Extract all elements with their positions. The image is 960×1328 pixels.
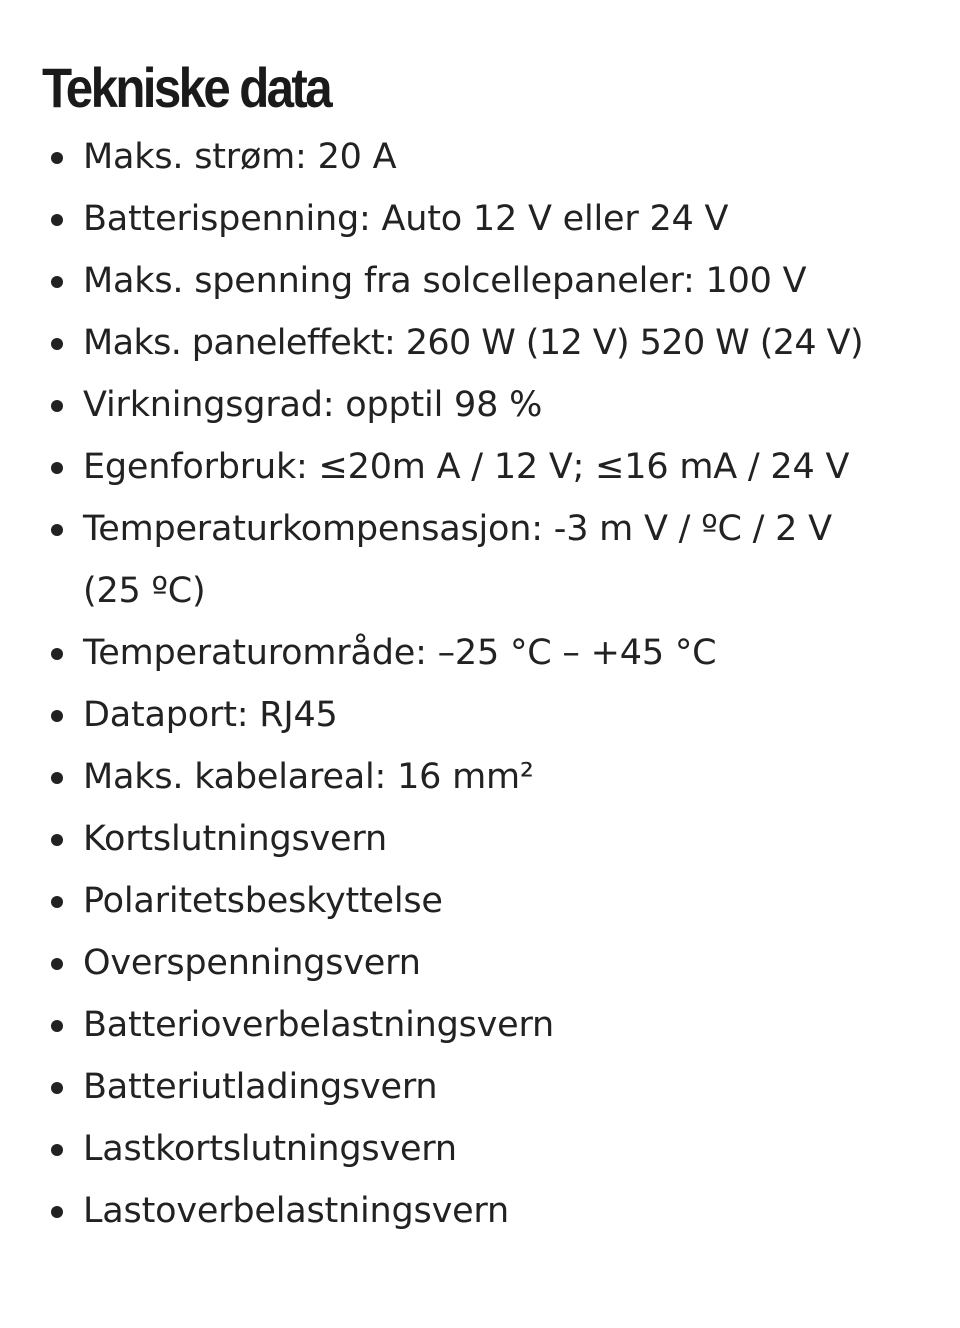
spec-item-max-panel-voltage [42,250,942,312]
bullet-icon [51,896,63,908]
spec-item-load-overload-protection [42,1180,942,1242]
spec-text: Lastoverbelastningsvern [83,1191,509,1231]
spec-item-temperature-range [42,622,942,684]
spec-text: Maks. strøm: 20 A [83,137,397,177]
spec-text: Lastkortslutningsvern [83,1129,457,1169]
spec-item-data-port [42,684,942,746]
bullet-icon [51,648,63,660]
bullet-icon [51,1082,63,1094]
bullet-icon [51,1020,63,1032]
bullet-icon [51,462,63,474]
bullet-icon [51,214,63,226]
spec-text: Maks. spenning fra solcellepaneler: 100 V [83,261,807,301]
spec-text: Egenforbruk: ≤20m A / 12 V; ≤16 mA / 24 V [83,447,850,487]
spec-text: Temperaturkompensasjon: -3 m V / ºC / 2 V (25 ºC) [83,509,832,611]
spec-text: Batterioverbelastningsvern [83,1005,555,1045]
spec-text: Batteriutladingsvern [83,1067,438,1107]
spec-item-battery-voltage [42,188,942,250]
section-heading: Tekniske data [42,56,330,119]
spec-text: Maks. kabelareal: 16 mm² [83,757,534,797]
spec-list [42,126,942,1242]
spec-item-max-cable-area [42,746,942,808]
spec-item-max-current [42,126,942,188]
spec-item-temperature-compensation [42,498,942,622]
spec-item-self-consumption [42,436,942,498]
spec-item-battery-discharge-protection [42,1056,942,1118]
spec-item-battery-overload-protection [42,994,942,1056]
bullet-icon [51,1206,63,1218]
spec-text: Dataport: RJ45 [83,695,338,735]
spec-item-efficiency [42,374,942,436]
spec-item-short-circuit-protection [42,808,942,870]
bullet-icon [51,710,63,722]
spec-text: Batterispenning: Auto 12 V eller 24 V [83,199,729,239]
bullet-icon [51,1144,63,1156]
bullet-icon [51,276,63,288]
spec-item-overvoltage-protection [42,932,942,994]
spec-text: Maks. paneleffekt: 260 W (12 V) 520 W (24 V) [83,323,864,363]
spec-text: Kortslutningsvern [83,819,387,859]
bullet-icon [51,524,63,536]
bullet-icon [51,772,63,784]
spec-text: Temperaturområde: –25 °C – +45 °C [83,633,717,673]
bullet-icon [51,338,63,350]
spec-text: Virkningsgrad: opptil 98 % [83,385,543,425]
spec-text: Overspenningsvern [83,943,421,983]
technical-data-section [42,50,942,1242]
bullet-icon [51,958,63,970]
spec-item-load-short-circuit-protection [42,1118,942,1180]
bullet-icon [51,400,63,412]
bullet-icon [51,152,63,164]
spec-item-polarity-protection [42,870,942,932]
bullet-icon [51,834,63,846]
spec-item-max-panel-power [42,312,942,374]
spec-text: Polaritetsbeskyttelse [83,881,443,921]
